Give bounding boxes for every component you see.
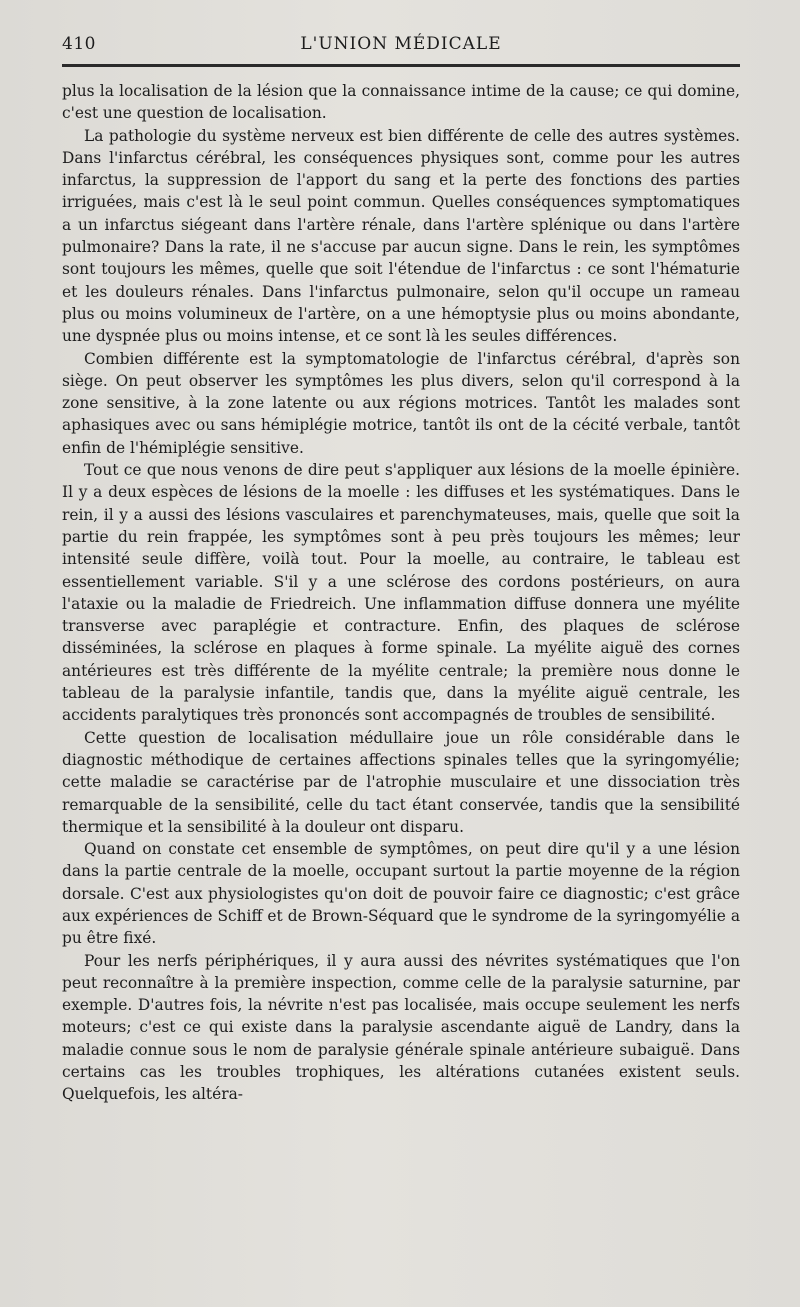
paragraph: Combien différente est la symptomatologie de l'infarctus cérébral, d'après son siège. On peut observer les symptômes les plus divers, selon qu'il correspond à la zone sensitive, à la zone latente ou aux régions motrices. Tantôt les malades sont aphasiques avec ou sans hémiplégie motrice, tantôt ils ont de la cécité verbale, tantôt enfin de l'hémiplégie sensitive.: [62, 349, 740, 457]
paragraph: Tout ce que nous venons de dire peut s'appliquer aux lésions de la moelle épinière. Il y a deux espèces de lésions de la moelle : les diffuses et les systématiques. Dans le rein, il y a aussi des lésions vasculaires et parenchymateuses, mais, quelle que soit la partie du rein frappée, les symptômes sont à peu près toujours les mêmes; leur intensité seule diffère, voilà tout. Pour la moelle, au contraire, le tableau est essentiellement variable. S'il y a une sclérose des cordons postérieurs, on aura l'ataxie ou la maladie de Friedreich. Une inflammation diffuse donnera une myélite transverse avec paraplégie et contracture. Enfin, des plaques de sclérose disséminées, la sclérose en plaques à forme spinale. La myélite aiguë des cornes antérieures est très différente de la myélite centrale; la première nous donne le tableau de la paralysie infantile, tandis que, dans la myélite aiguë centrale, les accidents paralytiques très prononcés sont accompagnés de troubles de sensibilité.: [62, 461, 740, 725]
paragraph: plus la localisation de la lésion que la connaissance intime de la cause; ce qui domine, c'est une question de localisation.: [62, 82, 740, 123]
paragraph: La pathologie du système nerveux est bien différente de celle des autres systèmes. Dans l'infarctus cérébral, les conséquences physiques sont, comme pour les autres infarctus, la suppression de l'apport du sang et la perte des fonctions des parties irriguées, mais c'est là le seul point commun. Quelles conséquences symptomatiques a un infarctus siégeant dans l'artère rénale, dans l'artère splénique ou dans l'artère pulmonaire? Dans la rate, il ne s'accuse par aucun signe. Dans le rein, les symptômes sont toujours les mêmes, quelle que soit l'étendue de l'infarctus : ce sont l'hématurie et les douleurs rénales. Dans l'infarctus pulmonaire, selon qu'il occupe un rameau plus ou moins volumineux de l'artère, on a une hémoptysie plus ou moins abondante, une dyspnée plus ou moins intense, et ce sont là les seules différences.: [62, 126, 740, 346]
paragraph: Cette question de localisation médullaire joue un rôle considérable dans le diagnostic méthodique de certaines affections spinales telles que la syringomyélie; cette maladie se caractérise par de l'atrophie musculaire et une dissociation très remarquable de la sensibilité, celle du tact étant conservée, tandis que la sensibilité thermique et la sensibilité à la douleur ont disparu.: [62, 728, 740, 836]
page-number: 410: [62, 34, 96, 54]
page-header: [62, 30, 740, 60]
header-rule: [62, 64, 740, 67]
paragraph: Quand on constate cet ensemble de symptômes, on peut dire qu'il y a une lésion dans la partie centrale de la moelle, occupant surtout la partie moyenne de la région dorsale. C'est aux physiologistes qu'on doit de pouvoir faire ce diagnostic; c'est grâce aux expériences de Schiff et de Brown-Séquard que le syndrome de la syringomyélie a pu être fixé.: [62, 840, 740, 948]
running-title: L'UNION MÉDICALE: [300, 34, 502, 54]
paragraph: Pour les nerfs périphériques, il y aura aussi des névrites systématiques que l'on peut reconnaître à la première inspection, comme celle de la paralysie saturnine, par exemple. D'autres fois, la névrite n'est pas localisée, mais occupe seulement les nerfs moteurs; c'est ce qui existe dans la paralysie ascendante aiguë de Landry, dans la maladie connue sous le nom de paralysie générale spinale antérieure subaiguë. Dans certains cas les troubles trophiques, les altérations cutanées existent seuls. Quelquefois, les altéra-: [62, 951, 740, 1104]
article-body: [62, 80, 740, 1106]
